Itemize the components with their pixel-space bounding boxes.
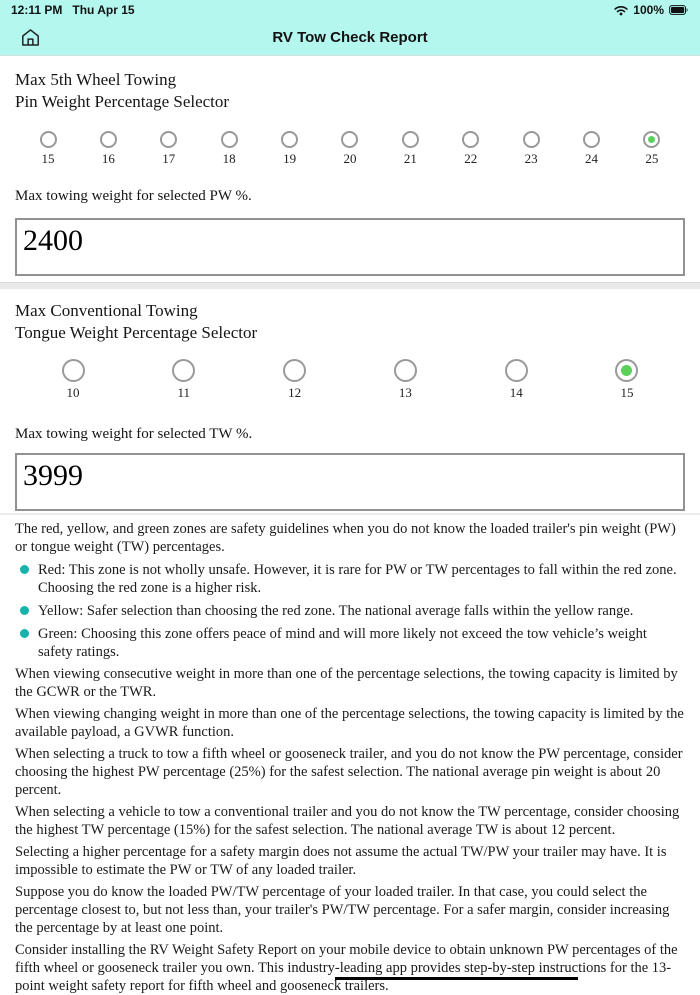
radio-circle-icon <box>172 359 195 382</box>
radio-option-11[interactable] <box>162 359 206 401</box>
radio-circle-icon <box>221 131 238 148</box>
radio-circle-icon <box>462 131 479 148</box>
radio-label: 20 <box>343 151 357 166</box>
radio-label: 12 <box>288 385 302 400</box>
radio-circle-icon <box>402 131 419 148</box>
safety-guidelines-text <box>15 520 685 995</box>
radio-circle-icon <box>281 131 298 148</box>
pin-weight-selector <box>15 131 685 167</box>
radio-circle-icon <box>160 131 177 148</box>
radio-circle-icon <box>341 131 358 148</box>
radio-option-20[interactable] <box>332 131 368 167</box>
conventional-heading-line1: Max Conventional Towing <box>15 301 198 320</box>
radio-option-22[interactable] <box>453 131 489 167</box>
info-paragraph: When viewing changing weight in more than one of the percentage selections, the towing capacity is limited by the available payload, a GVWR function. <box>15 706 684 740</box>
red-zone-bullet <box>15 561 685 597</box>
radio-label: 15 <box>620 385 634 400</box>
green-zone-bullet <box>15 625 685 661</box>
yellow-zone-bullet <box>15 602 685 620</box>
pw-max-weight-input[interactable] <box>15 218 685 276</box>
radio-label: 14 <box>509 385 523 400</box>
radio-option-23[interactable] <box>513 131 549 167</box>
radio-option-15[interactable] <box>30 131 66 167</box>
fifth-wheel-heading <box>15 69 685 113</box>
tw-input-label: Max towing weight for selected TW %. <box>15 426 253 442</box>
closing-paragraph <box>15 941 685 995</box>
yellow-zone-bullet-text: Yellow: Safer selection than choosing the red zone. The national average falls within the yellow range. <box>38 603 634 619</box>
radio-label: 21 <box>403 151 417 166</box>
radio-circle-icon <box>100 131 117 148</box>
wifi-icon <box>614 5 628 16</box>
status-date: Thu Apr 15 <box>72 3 135 17</box>
bullet-icon <box>20 606 29 615</box>
radio-option-16[interactable] <box>90 131 126 167</box>
fifth-wheel-heading-line2: Pin Weight Percentage Selector <box>15 92 230 111</box>
page-title: RV Tow Check Report <box>272 29 428 46</box>
radio-option-24[interactable] <box>574 131 610 167</box>
bullet-icon <box>20 629 29 638</box>
radio-option-14[interactable] <box>494 359 538 401</box>
radio-circle-icon <box>40 131 57 148</box>
status-time: 12:11 PM <box>11 3 63 17</box>
tongue-weight-selector <box>15 359 685 401</box>
bullet-icon <box>20 565 29 574</box>
fifth-wheel-heading-line1: Max 5th Wheel Towing <box>15 70 177 89</box>
radio-option-19[interactable] <box>272 131 308 167</box>
battery-icon <box>669 5 689 15</box>
info-paragraph: Selecting a higher percentage for a safety margin does not assume the actual TW/PW your trailer may have. It is impossible to estimate the PW or TW of any loaded trailer. <box>15 844 667 878</box>
info-paragraph: When viewing consecutive weight in more than one of the percentage selections, the towing capacity is limited by the GCWR or the TWR. <box>15 666 678 700</box>
tw-max-weight-input[interactable] <box>15 453 685 511</box>
radio-label: 24 <box>585 151 599 166</box>
radio-circle-icon <box>394 359 417 382</box>
radio-dot <box>648 136 655 143</box>
radio-option-17[interactable] <box>151 131 187 167</box>
radio-label: 10 <box>66 385 80 400</box>
radio-option-13[interactable] <box>383 359 427 401</box>
nav-bar <box>0 20 700 56</box>
radio-label: 16 <box>101 151 115 166</box>
radio-label: 18 <box>222 151 236 166</box>
red-zone-bullet-text: Red: This zone is not wholly unsafe. However, it is rare for PW or TW percentages to fall within the red zone. Choosing the red zone is a higher risk. <box>38 562 677 596</box>
conventional-heading-line2: Tongue Weight Percentage Selector <box>15 323 258 342</box>
radio-label: 13 <box>398 385 412 400</box>
pw-input-label: Max towing weight for selected PW %. <box>15 188 252 204</box>
closing-text-after: tions for the 13-point weight safety report for fifth wheel and gooseneck trailers. <box>15 960 672 994</box>
radio-option-18[interactable] <box>211 131 247 167</box>
radio-option-12[interactable] <box>273 359 317 401</box>
radio-selected-icon <box>643 131 660 148</box>
report-content <box>0 69 700 995</box>
radio-selected-icon <box>615 359 638 382</box>
radio-option-25[interactable] <box>634 131 670 167</box>
section-divider <box>0 282 700 289</box>
radio-label: 15 <box>41 151 55 166</box>
radio-circle-icon <box>583 131 600 148</box>
radio-circle-icon <box>505 359 528 382</box>
radio-label: 23 <box>524 151 538 166</box>
info-paragraph: Suppose you do know the loaded PW/TW percentage of your loaded trailer. In that case, you could select the percentage closest to, but not less than, your trailer's PW/TW percentage. For a safer margin, consider increasing the percentage by at least one point. <box>15 884 670 936</box>
status-bar <box>0 0 700 20</box>
radio-dot <box>621 365 632 376</box>
radio-label: 11 <box>177 385 191 400</box>
info-paragraph: When selecting a vehicle to tow a conventional trailer and you do not know the TW percentage, consider choosing the highest TW percentage (15%) for the safest selection. The national average TW is about 12 percent. <box>15 804 680 838</box>
radio-option-21[interactable] <box>392 131 428 167</box>
radio-option-15[interactable] <box>605 359 649 401</box>
info-paragraph: When selecting a truck to tow a fifth wheel or gooseneck trailer, and you do not know the PW percentage, consider choosing the highest PW percentage (25%) for the safest selection. The national average pin weight is about 20 percent. <box>15 746 683 798</box>
green-zone-bullet-text: Green: Choosing this zone offers peace of mind and will more likely not exceed the tow vehicle’s weight safety ratings. <box>38 626 647 660</box>
radio-circle-icon <box>62 359 85 382</box>
radio-circle-icon <box>283 359 306 382</box>
text-separator <box>0 513 700 515</box>
radio-label: 17 <box>162 151 176 166</box>
radio-label: 25 <box>645 151 659 166</box>
intro-paragraph: The red, yellow, and green zones are safety guidelines when you do not know the loaded trailer's pin weight (PW) or tongue weight (TW) percentages. <box>15 521 676 555</box>
app-store-link[interactable]: -leading app provides step-by-step instruc <box>335 960 578 980</box>
radio-circle-icon <box>523 131 540 148</box>
conventional-heading <box>15 300 685 344</box>
radio-label: 22 <box>464 151 478 166</box>
home-icon <box>20 27 41 48</box>
radio-option-10[interactable] <box>51 359 95 401</box>
home-button[interactable] <box>18 25 42 49</box>
closing-text-before: Consider installing the RV Weight Safety Report on your mobile device to obtain unknown PW percentages of the fifth wheel or gooseneck trailer you own. This industry <box>15 942 678 976</box>
battery-percent: 100% <box>633 3 664 17</box>
radio-label: 19 <box>283 151 297 166</box>
